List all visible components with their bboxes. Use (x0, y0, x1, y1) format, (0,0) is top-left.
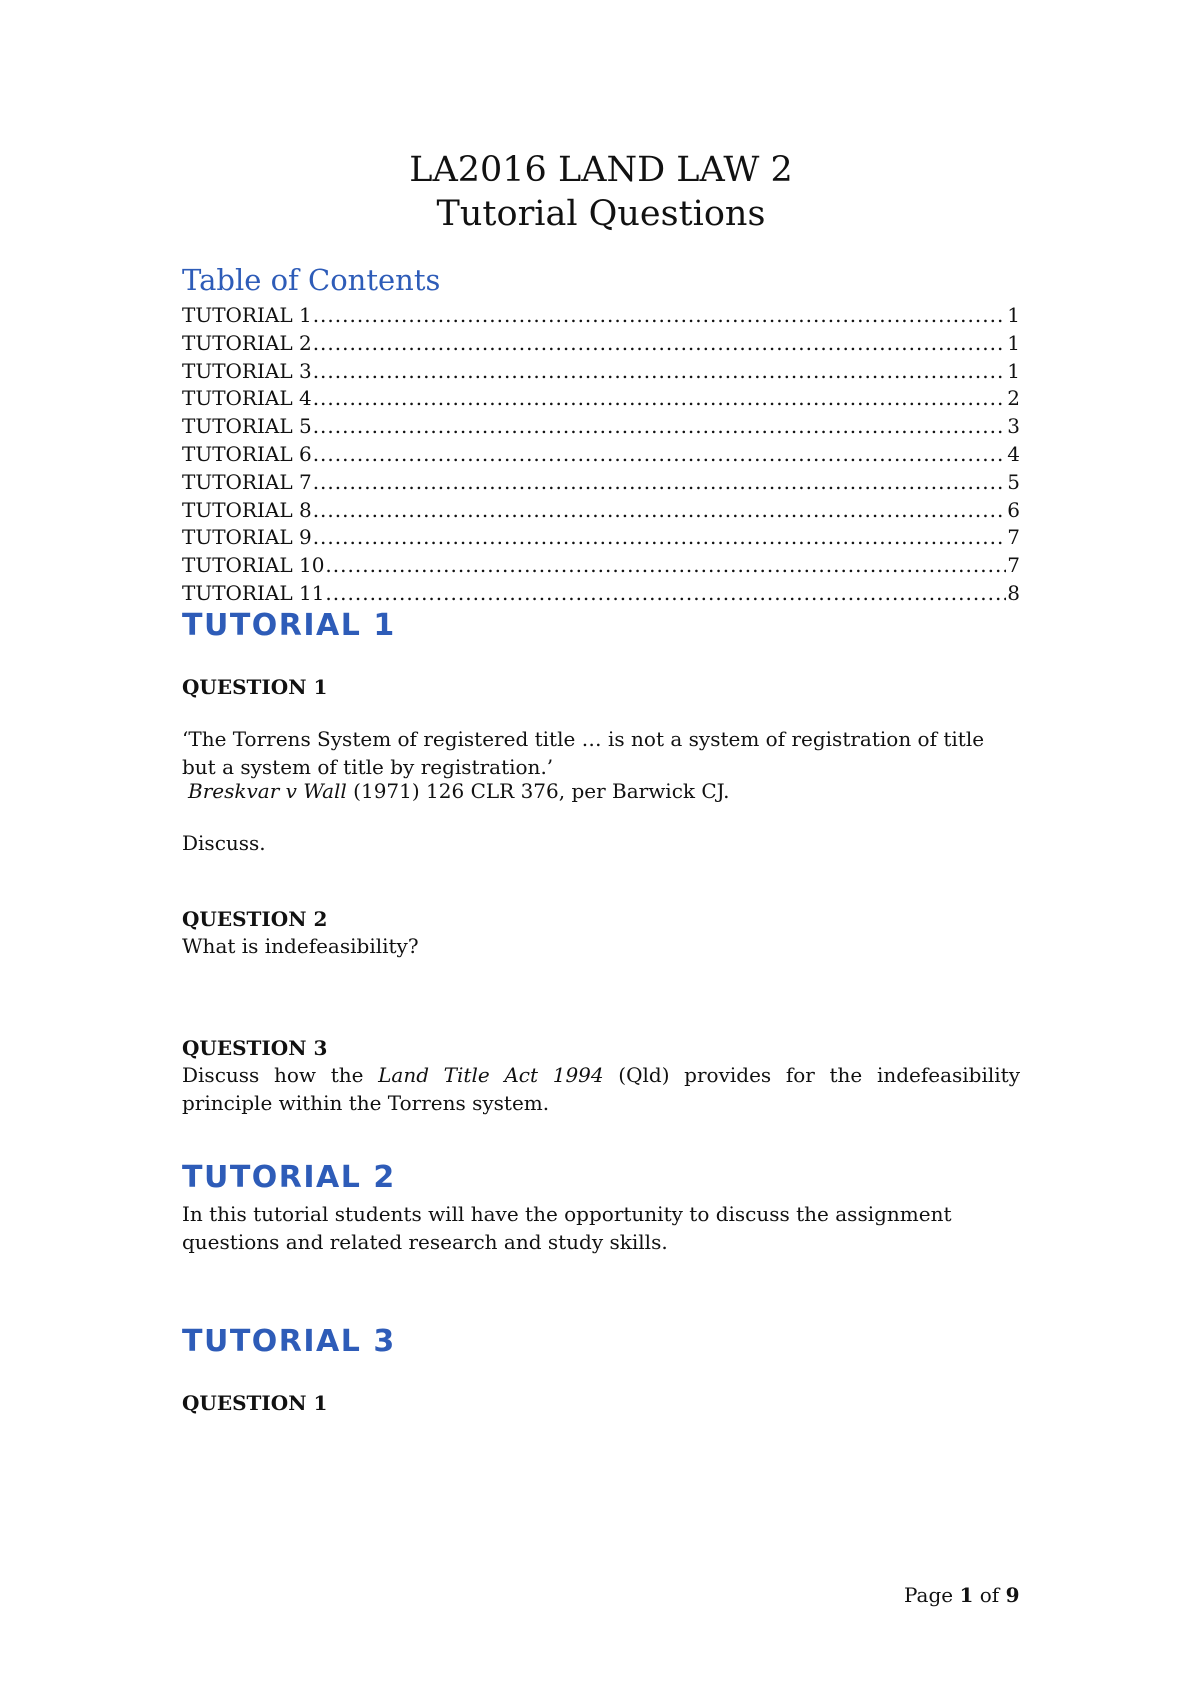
tutorial-1-question-1-label: QUESTION 1 (182, 675, 328, 699)
toc-entry-label: TUTORIAL 7 (182, 469, 312, 494)
toc-entry[interactable] (182, 385, 1020, 413)
tutorial-1-question-3-label: QUESTION 3 (182, 1036, 328, 1060)
toc-entry-page: 3 (1007, 414, 1020, 439)
toc-entry-page: 2 (1007, 386, 1020, 411)
toc-entry-page: 1 (1007, 358, 1020, 383)
toc-entry[interactable] (182, 580, 1020, 608)
case-name: Breskvar v Wall (188, 779, 347, 803)
page-current: 1 (959, 1583, 974, 1607)
toc-entry-label: TUTORIAL 4 (182, 386, 312, 411)
page-total: 9 (1005, 1583, 1020, 1607)
toc-entry[interactable] (182, 524, 1020, 552)
tutorial-1-question-3-text (182, 1062, 1020, 1118)
toc-dot-leader (313, 302, 1007, 330)
toc-entry-page: 1 (1007, 330, 1020, 355)
toc-heading: Table of Contents (182, 263, 441, 297)
toc-entry-label: TUTORIAL 1 (182, 303, 312, 327)
of-word: of (973, 1583, 1006, 1607)
tutorial-1-question-2-label: QUESTION 2 (182, 907, 328, 931)
toc-dot-leader (313, 469, 1007, 497)
toc-entry-label: TUTORIAL 9 (182, 525, 312, 550)
tutorial-3-question-1-label: QUESTION 1 (182, 1391, 328, 1415)
document-title-line2: Tutorial Questions (436, 194, 766, 234)
toc-entry[interactable] (182, 469, 1020, 497)
page-word: Page (904, 1583, 960, 1607)
toc-entry[interactable] (182, 552, 1020, 580)
toc-dot-leader (313, 358, 1007, 386)
toc-entry-label: TUTORIAL 10 (182, 553, 325, 578)
toc-entry-page: 1 (1007, 303, 1020, 327)
toc-entry[interactable] (182, 413, 1020, 441)
toc-dot-leader (325, 580, 1006, 608)
page-footer (904, 1582, 1020, 1609)
toc-entry-label: TUTORIAL 2 (182, 330, 312, 355)
toc-dot-leader (313, 413, 1007, 441)
toc-entry-label: TUTORIAL 3 (182, 358, 312, 383)
toc-entry-page: 8 (1007, 580, 1020, 605)
document-title (182, 148, 1020, 236)
discuss-instruction: Discuss. (182, 831, 266, 855)
toc-dot-leader (313, 385, 1007, 413)
toc-entry[interactable] (182, 358, 1020, 386)
tutorial-2-heading[interactable]: TUTORIAL 2 (182, 1160, 396, 1195)
toc-entry-page: 4 (1007, 441, 1020, 466)
tutorial-2-text: In this tutorial students will have the opportunity to discuss the assignment questions and related research and study skills. (182, 1202, 952, 1254)
toc-entry[interactable] (182, 441, 1020, 469)
toc-entry-label: TUTORIAL 11 (182, 580, 325, 605)
toc-entry-page: 7 (1007, 525, 1020, 550)
toc-dot-leader (325, 552, 1006, 580)
q3-text-after: (Qld) provides for the indefeasibility principle within the Torrens system. (182, 1063, 1021, 1115)
table-of-contents (182, 302, 1020, 608)
toc-entry-page: 5 (1007, 469, 1020, 494)
q3-text-before: Discuss how the (182, 1063, 379, 1087)
toc-entry[interactable] (182, 302, 1020, 330)
tutorial-1-question-1-quote: ‘The Torrens System of registered title … is not a system of registration of title but a system of title by registration.’ (182, 727, 985, 779)
toc-entry-label: TUTORIAL 8 (182, 497, 312, 522)
tutorial-3-heading[interactable]: TUTORIAL 3 (182, 1324, 396, 1359)
toc-dot-leader (313, 497, 1007, 525)
case-reference: (1971) 126 CLR 376, per Barwick CJ. (346, 779, 730, 803)
toc-entry-label: TUTORIAL 5 (182, 414, 312, 439)
toc-dot-leader (313, 524, 1007, 552)
toc-entry-page: 7 (1007, 553, 1020, 578)
case-citation (188, 778, 730, 805)
toc-dot-leader (313, 441, 1007, 469)
toc-entry[interactable] (182, 497, 1020, 525)
toc-dot-leader (313, 330, 1007, 358)
document-title-line1: LA2016 LAND LAW 2 (409, 150, 793, 190)
toc-entry-label: TUTORIAL 6 (182, 441, 312, 466)
toc-entry[interactable] (182, 330, 1020, 358)
toc-entry-page: 6 (1007, 497, 1020, 522)
tutorial-1-question-2-text: What is indefeasibility? (182, 934, 419, 958)
tutorial-1-heading[interactable]: TUTORIAL 1 (182, 608, 396, 643)
act-name: Land Title Act 1994 (378, 1063, 604, 1087)
